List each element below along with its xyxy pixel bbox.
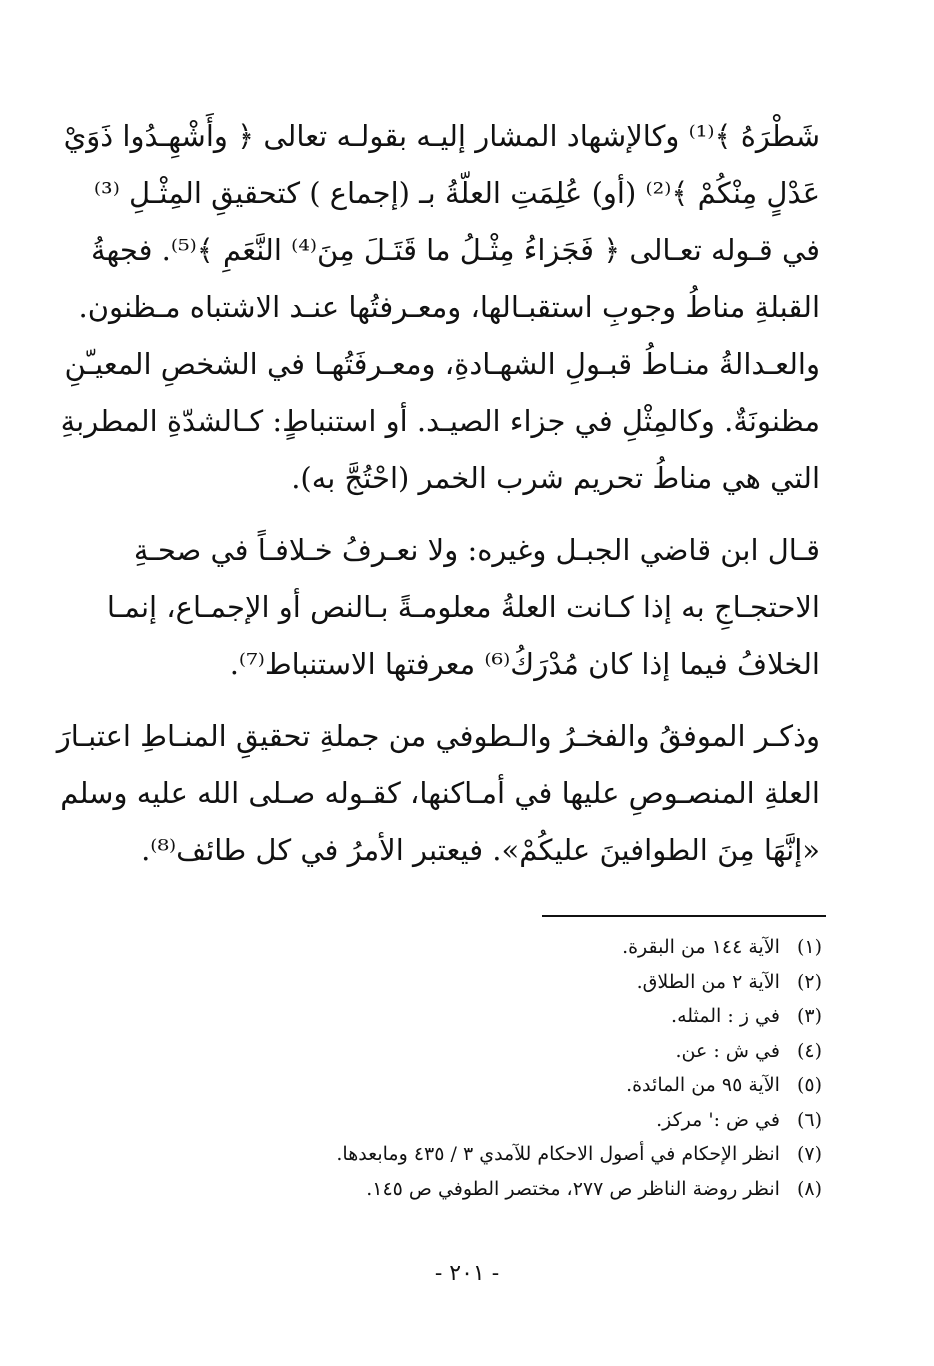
- footnote-number: (٦): [796, 1108, 822, 1131]
- paragraph-3: [56, 708, 820, 879]
- footnote-number: (٥): [796, 1074, 822, 1096]
- footnote-text: في ض :' مركز.: [656, 1108, 780, 1131]
- paragraph-1: [60, 108, 820, 507]
- footnote-number: (٣): [796, 1005, 822, 1027]
- text-line: الخلافُ فيما إذا كان مُدْرَكُ⁽⁶⁾ معرفتها الاستنباط⁽⁷⁾.: [229, 647, 820, 681]
- footnote-item: [262, 999, 822, 1034]
- paragraph-2: [108, 522, 820, 693]
- footnote-item: [262, 1137, 822, 1172]
- footnote-divider: [542, 915, 826, 917]
- footnote-item: [262, 930, 822, 965]
- text-line: الاحتجـاجِ به إذا كـانت العلةُ معلومـةً بـالنص أو الإجمـاع، إنمـا: [106, 590, 820, 624]
- text-line: قـال ابن قاضي الجبـل وغيره: ولا نعـرفُ خـلافـاً في صحـةِ: [133, 533, 820, 567]
- text-line: العلةِ المنصـوصِ عليها في أمـاكنها، كقـوله صـلى الله عليه وسلم: [60, 776, 820, 810]
- footnote-text: الآية ١٤٤ من البقرة.: [622, 936, 780, 958]
- text-line: «إنَّهَا مِنَ الطوافينَ عليكُمْ». فيعتبر الأمرُ في كل طائف⁽⁸⁾.: [141, 833, 820, 867]
- footnote-item: [262, 1103, 822, 1138]
- text-line: في قـوله تعـالى ﴿ فَجَزاءُ مِثْـلُ ما قَتَـلَ مِنَ⁽⁴⁾ النَّعَمِ ﴾⁽⁵⁾. فجهةُ: [90, 233, 820, 267]
- footnote-text: الآية ٢ من الطلاق.: [636, 970, 780, 993]
- footnotes-list: [262, 930, 822, 1206]
- footnote-number: (٨): [796, 1177, 822, 1200]
- footnote-text: في ز : المثله.: [671, 1005, 780, 1027]
- page-number: - ٢٠١ -: [434, 1261, 500, 1286]
- footnote-item: [262, 1172, 822, 1207]
- footnote-text: في ش : عن.: [675, 1039, 780, 1062]
- footnote-text: الآية ٩٥ من المائدة.: [626, 1074, 780, 1096]
- text-line: شَطْرَهُ ﴾⁽¹⁾ وكالإشهاد المشار إليـه بقولـه تعالى ﴿ وأَشْهِـدُوا ذَوَيْ: [63, 119, 820, 153]
- footnote-number: (٧): [796, 1143, 822, 1165]
- footnote-number: (٤): [796, 1039, 822, 1062]
- footnote-number: (٢): [796, 970, 822, 993]
- text-line: والعـدالةُ منـاطُ قبـولِ الشهـادةِ، ومعـرفَتُهـا في الشخصِ المعيـّنِ: [64, 347, 820, 381]
- text-line: التي هي مناطُ تحريم شرب الخمر (احْتُجَّ به).: [291, 461, 820, 495]
- text-line: القبلةِ مناطُ وجوبِ استقبـالها، ومعـرفتُها عنـد الاشتباه مـظنون.: [78, 290, 820, 324]
- footnote-item: [262, 965, 822, 1000]
- footnote-item: [262, 1034, 822, 1069]
- footnote-text: انظر روضة الناظر ص ٢٧٧، مختصر الطوفي ص ١٤٥.: [366, 1177, 780, 1200]
- footnote-text: انظر الإحكام في أصول الاحكام للآمدي ٣ / ٤٣٥ ومابعدها.: [336, 1143, 780, 1165]
- text-line: وذكـر الموفقُ والفخـرُ والـطوفي من جملةِ تحقيقِ المنـاطِ اعتبـارَ: [56, 719, 820, 753]
- text-line: مظنونَةٌ. وكالمِثْلِ في جزاء الصيـد. أو استنباطٍ: كـالشدّةِ المطربةِ: [60, 404, 820, 438]
- footnote-number: (١): [796, 936, 822, 958]
- text-line: عَدْلٍ مِنْكُمْ ﴾⁽²⁾ (أو) عُلِمَتِ العلّةُ بـ (إجماع ) كتحقيقِ المِثْـلِ ⁽³⁾: [93, 176, 820, 210]
- footnote-item: [262, 1068, 822, 1103]
